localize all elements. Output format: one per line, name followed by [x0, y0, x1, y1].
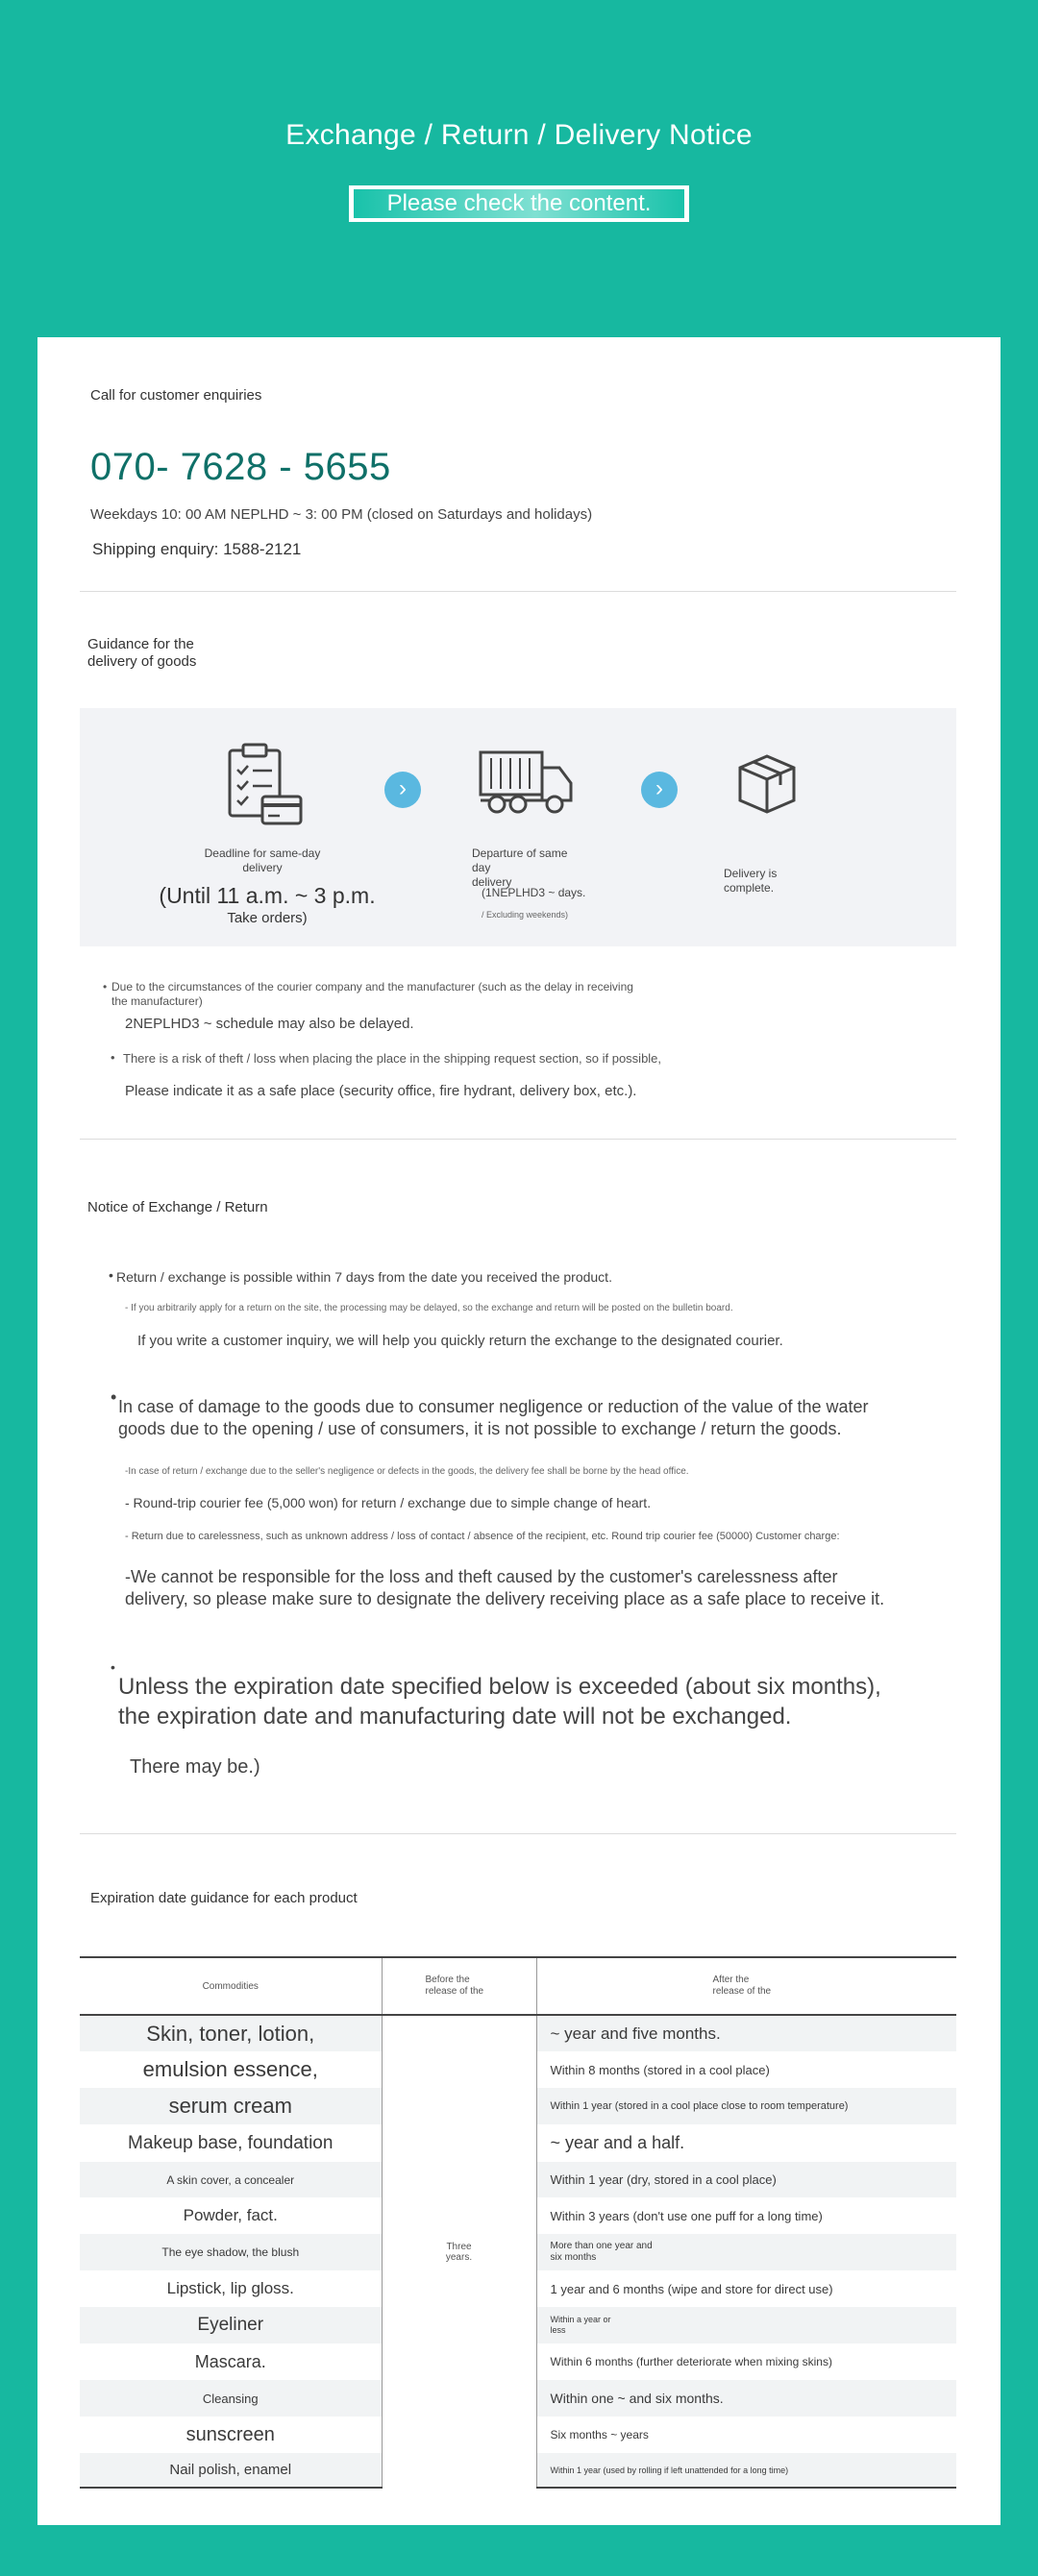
delivery-truck-icon — [478, 748, 574, 816]
check-content-badge — [349, 185, 689, 222]
column-header: Before the release of the — [382, 1957, 536, 2015]
after-release-cell: Within 3 years (don't use one puff for a long time) — [550, 2208, 823, 2223]
product-cell: A skin cover, a concealer — [80, 2162, 382, 2197]
after-release-cell: Within 6 months (further deteriorate when mixing skins) — [550, 2355, 832, 2368]
damage-rule-sub: - Round-trip courier fee (5,000 won) for return / exchange due to simple change of heart. — [125, 1495, 652, 1510]
departure-days: (1NEPLHD3 ~ days. — [482, 886, 586, 899]
exchange-rule-sub: - If you arbitrarily apply for a return on the site, the processing may be delayed, so the exchange and return will be posted on the bulletin board. — [125, 1303, 733, 1313]
product-cell: Skin, toner, lotion, — [80, 2015, 382, 2051]
departure-note: / Excluding weekends) — [482, 910, 569, 920]
shipping-enquiry: Shipping enquiry: 1588-2121 — [92, 540, 302, 558]
after-release-cell: 1 year and 6 months (wipe and store for direct use) — [550, 2281, 833, 2296]
column-header: Commodities — [80, 1957, 382, 2015]
after-release-cell: Within 1 year (used by rolling if left unattended for a long time) — [536, 2453, 956, 2488]
exchange-heading: Notice of Exchange / Return — [87, 1199, 268, 1215]
page-title: Exchange / Return / Delivery Notice — [285, 119, 753, 151]
step-label: Deadline for same-day delivery — [204, 846, 321, 874]
step-label: Departure of same day delivery — [472, 846, 568, 889]
product-cell: Lipstick, lip gloss. — [166, 2279, 294, 2297]
bullet: • — [103, 980, 108, 994]
damage-rule-sub: -In case of return / exchange due to the seller's negligence or defects in the goods, the delivery fee shall be borne by the head office. — [125, 1466, 689, 1477]
after-release-cell: Within 1 year (stored in a cool place close to room temperature) — [536, 2088, 956, 2124]
product-cell: Eyeliner — [80, 2307, 382, 2343]
notice-card — [37, 337, 1001, 2525]
after-release-cell: More than one year and six months — [536, 2234, 956, 2270]
after-release-cell: ~ year and five months. — [536, 2015, 956, 2051]
business-hours: Weekdays 10: 00 AM NEPLHD ~ 3: 00 PM (closed on Saturdays and holidays) — [90, 506, 593, 523]
expiration-heading: Expiration date guidance for each product — [90, 1890, 358, 1906]
divider — [80, 1833, 956, 1834]
expiration-rule-tail: There may be.) — [130, 1756, 260, 1778]
arrow-right-icon: › — [384, 772, 421, 808]
product-cell: Nail polish, enamel — [80, 2453, 382, 2488]
bullet: • — [109, 1267, 113, 1283]
bullet: • — [111, 1387, 117, 1407]
product-cell: Makeup base, foundation — [128, 2132, 334, 2153]
product-cell: Mascara. — [194, 2351, 266, 2371]
table-header-row — [80, 1957, 956, 2015]
delivery-note-main: Please indicate it as a safe place (security office, fire hydrant, delivery box, etc.). — [125, 1083, 637, 1099]
product-cell: The eye shadow, the blush — [80, 2234, 382, 2270]
after-release-cell: Within one ~ and six months. — [536, 2380, 956, 2417]
divider — [80, 591, 956, 592]
clipboard-card-icon — [226, 743, 303, 829]
step-label: Delivery is complete. — [724, 867, 778, 895]
product-cell: Cleansing — [80, 2380, 382, 2417]
delivery-heading: Guidance for the delivery of goods — [87, 636, 197, 670]
delivery-note: • There is a risk of theft / loss when placing the place in the shipping request section, so if possible, — [111, 1050, 662, 1066]
after-release-cell: Six months ~ years — [550, 2428, 649, 2441]
bullet: • — [111, 1050, 115, 1065]
damage-rule-sub: - Return due to carelessness, such as unknown address / loss of contact / absence of the recipient, etc. Round trip courier fee (50000) Customer charge: — [125, 1531, 840, 1542]
table-row — [80, 2015, 956, 2051]
contact-heading: Call for customer enquiries — [90, 387, 262, 404]
delivery-note: • Due to the circumstances of the courier company and the manufacturer (such as the delay in receiving the manufacturer) — [103, 980, 633, 1008]
expiration-rule: • Unless the expiration date specified below is exceeded (about six months), the expiration date and manufacturing date will not be exchanged. — [118, 1672, 881, 1731]
column-header: After the release of the — [536, 1957, 956, 2015]
damage-rule-note: -We cannot be responsible for the loss and theft caused by the customer's carelessness after delivery, so please make sure to designate the delivery receiving place as a safe place to receive it. — [125, 1567, 885, 1608]
phone-number[interactable]: 070- 7628 - 5655 — [90, 446, 391, 488]
package-box-icon — [735, 752, 799, 816]
bullet: • — [111, 1659, 115, 1675]
exchange-rule-extra: If you write a customer inquiry, we will help you quickly return the exchange to the designated courier. — [137, 1333, 783, 1349]
product-cell: emulsion essence, — [142, 2057, 318, 2081]
after-release-cell: Within a year or less — [536, 2307, 956, 2343]
check-content-text: Please check the content. — [354, 189, 684, 218]
product-cell: serum cream — [80, 2088, 382, 2124]
delivery-note-main: 2NEPLHD3 ~ schedule may also be delayed. — [125, 1016, 414, 1032]
delivery-steps-panel — [80, 708, 956, 946]
after-release-cell: Within 8 months (stored in a cool place) — [550, 2062, 770, 2077]
product-cell: Powder, fact. — [183, 2206, 278, 2224]
exchange-rule: • Return / exchange is possible within 7 days from the date you received the product. — [109, 1267, 612, 1285]
after-release-cell: ~ year and a half. — [550, 2133, 685, 2152]
same-day-deadline: (Until 11 a.m. ~ 3 p.m. — [159, 883, 376, 908]
same-day-deadline-sub: Take orders) — [227, 910, 308, 926]
product-cell: sunscreen — [185, 2423, 275, 2445]
divider — [80, 1139, 956, 1140]
expiration-table — [80, 1956, 956, 2489]
damage-rule: • In case of damage to the goods due to consumer negligence or reduction of the value of the water goods due to the opening / use of consumers, it is not possible to exchange / return the goods. — [111, 1387, 869, 1438]
after-release-cell: Within 1 year (dry, stored in a cool place) — [536, 2162, 956, 2197]
before-release-cell: Three years. — [382, 2015, 536, 2488]
arrow-right-icon: › — [641, 772, 678, 808]
